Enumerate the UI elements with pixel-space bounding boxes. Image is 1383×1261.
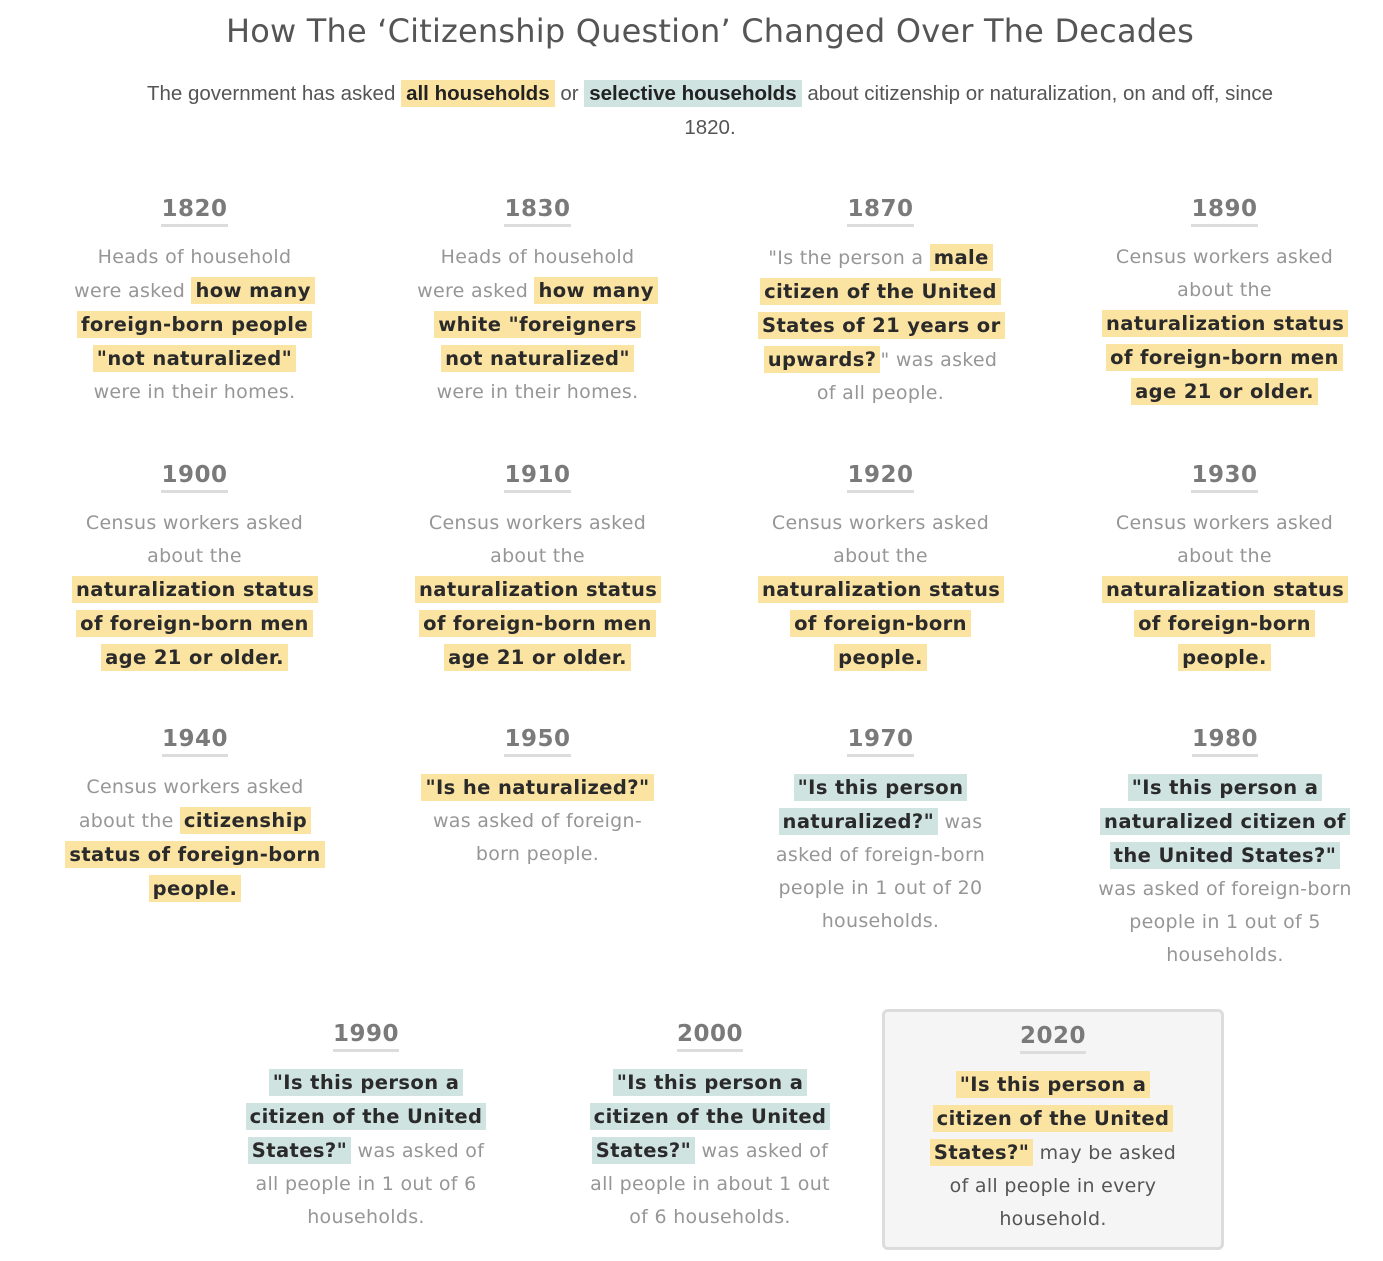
desc-text: was asked of foreign-born people.: [432, 810, 643, 865]
decade-entry-1920: [758, 462, 1003, 675]
desc-text: "Is the person a: [768, 247, 930, 269]
desc-text: Census workers asked about the: [1115, 246, 1334, 301]
decade-description: [758, 241, 1003, 410]
decade-entry-1910: [415, 462, 660, 675]
desc-text: Heads of household were asked: [74, 246, 292, 302]
desc-highlight: naturalization status of foreign-born men age 21 or older.: [72, 576, 318, 671]
desc-text: Heads of household were asked: [417, 246, 635, 302]
decade-entry-1890: [1102, 196, 1347, 409]
desc-highlight: naturalization status of foreign-born men age 21 or older.: [1102, 310, 1348, 405]
decade-description: [758, 507, 1003, 675]
legend-selective-households: selective households: [584, 80, 801, 107]
year-label: 1930: [1191, 462, 1257, 493]
year-label: 1830: [504, 196, 570, 227]
decade-description: [1102, 241, 1347, 409]
decade-description: [584, 1066, 836, 1234]
desc-text: were in their homes.: [436, 381, 639, 403]
decade-description: [758, 771, 1003, 938]
decade-entry-1990: [243, 1021, 489, 1234]
desc-highlight: "Is this person naturalized?": [779, 774, 968, 835]
decade-entry-1930: [1102, 462, 1347, 675]
subtitle: [130, 77, 1290, 145]
desc-text: Census workers asked about the: [78, 776, 304, 832]
year-label: 1940: [162, 726, 228, 757]
legend-all-households: all households: [401, 80, 555, 107]
desc-text: may be asked of all people in every household.: [949, 1142, 1177, 1230]
year-label: 2020: [1020, 1023, 1086, 1054]
desc-highlight: "Is he naturalized?": [421, 774, 653, 801]
desc-text: was asked of foreign-born people in 1 out of 5 households.: [1098, 878, 1352, 966]
year-label: 1910: [504, 462, 570, 493]
desc-text: was asked of all people in 1 out of 6 households.: [255, 1140, 485, 1228]
page-title: How The ‘Citizenship Question’ Changed Over The Decades: [225, 12, 1195, 50]
desc-text: Census workers asked about the: [85, 512, 304, 567]
year-label: 2000: [677, 1021, 743, 1052]
desc-highlight: "Is this person a citizen of the United States?": [930, 1071, 1173, 1166]
decade-entry-1940: [65, 726, 325, 906]
year-label: 1870: [847, 196, 913, 227]
decade-entry-1970: [758, 726, 1003, 938]
desc-text: Census workers asked about the: [1115, 512, 1334, 567]
decade-entry-2000: [584, 1021, 836, 1234]
decade-entry-1830: [415, 196, 660, 409]
decade-description: [415, 241, 660, 409]
desc-highlight: "Is this person a citizen of the United States?": [246, 1069, 487, 1164]
year-label: 1970: [847, 726, 913, 757]
decade-description: [415, 507, 660, 675]
desc-highlight: male citizen of the United States of 21 years or upwards?: [758, 244, 1005, 373]
decade-description: [243, 1066, 489, 1234]
desc-highlight: "Is this person a citizen of the United States?": [590, 1069, 831, 1164]
desc-highlight: how many white "foreigners not naturalized": [434, 277, 658, 372]
year-label: 1820: [161, 196, 227, 227]
desc-text: Census workers asked about the: [428, 512, 647, 567]
year-label: 1980: [1192, 726, 1258, 757]
decade-description: [65, 771, 325, 906]
desc-text: was asked of foreign-born people in 1 out of 20 households.: [775, 811, 986, 932]
decade-description: [926, 1068, 1180, 1236]
year-label: 1900: [161, 462, 227, 493]
desc-highlight: naturalization status of foreign-born people.: [758, 576, 1004, 671]
desc-text: was asked of all people in about 1 out of 6 households.: [590, 1140, 830, 1228]
decade-entry-1900: [72, 462, 317, 675]
desc-highlight: naturalization status of foreign-born men age 21 or older.: [415, 576, 661, 671]
desc-text: were in their homes.: [93, 381, 296, 403]
desc-text: " was asked of all people.: [816, 349, 998, 404]
subtitle-or: or: [560, 82, 579, 105]
desc-highlight: how many foreign-born people "not naturalized": [77, 277, 315, 372]
year-label: 1990: [333, 1021, 399, 1052]
decade-entry-1870: [758, 196, 1003, 410]
decade-entry-2020: [926, 1023, 1180, 1236]
decade-description: [1094, 771, 1356, 972]
desc-highlight: naturalization status of foreign-born people.: [1102, 576, 1348, 671]
desc-highlight: "Is this person a naturalized citizen of the United States?": [1100, 774, 1350, 869]
decade-description: [1102, 507, 1347, 675]
subtitle-intro: The government has asked: [146, 82, 396, 105]
desc-text: Census workers asked about the: [771, 512, 990, 567]
year-label: 1950: [504, 726, 570, 757]
subtitle-outro: about citizenship or naturalization, on and off, since 1820.: [684, 82, 1274, 139]
decade-description: [72, 241, 317, 409]
year-label: 1920: [847, 462, 913, 493]
year-label: 1890: [1191, 196, 1257, 227]
decade-entry-1950: [415, 726, 660, 871]
desc-highlight: citizenship status of foreign-born people.: [65, 807, 324, 902]
decade-description: [415, 771, 660, 871]
decade-entry-1820: [72, 196, 317, 409]
decade-description: [72, 507, 317, 675]
decade-entry-1980: [1094, 726, 1356, 972]
